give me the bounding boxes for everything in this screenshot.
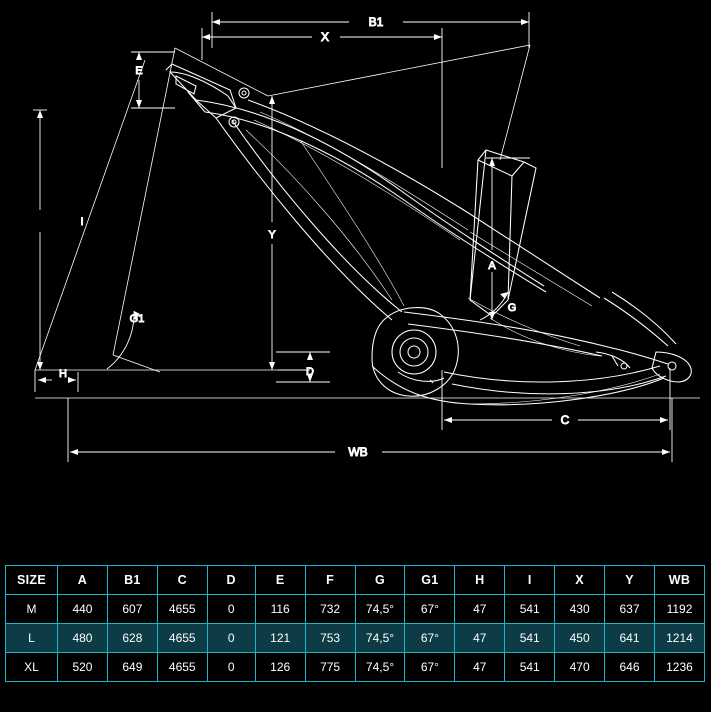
table-row xyxy=(6,624,705,653)
cell-size: L xyxy=(6,624,58,653)
frame-outline xyxy=(166,64,691,405)
cell-a: 520 xyxy=(58,653,108,682)
table-header xyxy=(6,566,705,595)
cell-g: 74,5° xyxy=(355,653,405,682)
label-g: G xyxy=(507,302,517,314)
table-row xyxy=(6,653,705,682)
cell-f: 753 xyxy=(305,624,355,653)
cell-e: 126 xyxy=(255,653,305,682)
cell-size: XL xyxy=(6,653,58,682)
col-y: Y xyxy=(605,566,655,595)
cell-b1: 649 xyxy=(107,653,157,682)
col-f: F xyxy=(305,566,355,595)
cell-f: 732 xyxy=(305,595,355,624)
cell-g1: 67° xyxy=(405,653,455,682)
dimension-g xyxy=(480,292,508,320)
cell-y: 641 xyxy=(605,624,655,653)
col-wb: WB xyxy=(654,566,704,595)
col-e: E xyxy=(255,566,305,595)
cell-c: 4655 xyxy=(157,624,207,653)
cell-f: 775 xyxy=(305,653,355,682)
cell-h: 47 xyxy=(455,624,505,653)
cell-g1: 67° xyxy=(405,624,455,653)
cell-x: 430 xyxy=(555,595,605,624)
table-body xyxy=(6,595,705,682)
label-b1: B1 xyxy=(368,15,384,29)
label-d: D xyxy=(306,366,314,378)
cell-i: 541 xyxy=(505,653,555,682)
cell-e: 121 xyxy=(255,624,305,653)
col-size: SIZE xyxy=(6,566,58,595)
cell-h: 47 xyxy=(455,595,505,624)
col-g: G xyxy=(355,566,405,595)
col-b1: B1 xyxy=(107,566,157,595)
dimension-wb xyxy=(68,398,672,462)
label-i: I xyxy=(80,216,84,228)
cell-a: 480 xyxy=(58,624,108,653)
cell-g1: 67° xyxy=(405,595,455,624)
cell-x: 470 xyxy=(555,653,605,682)
table-header-row xyxy=(6,566,705,595)
col-h: H xyxy=(455,566,505,595)
label-g1: G1 xyxy=(129,313,145,325)
cell-c: 4655 xyxy=(157,595,207,624)
label-e: E xyxy=(135,65,143,77)
label-h: H xyxy=(59,368,67,380)
cell-i: 541 xyxy=(505,624,555,653)
label-x: X xyxy=(320,30,330,44)
cell-g: 74,5° xyxy=(355,595,405,624)
col-c: C xyxy=(157,566,207,595)
cell-d: 0 xyxy=(207,653,255,682)
dimension-i xyxy=(33,110,47,370)
cell-b1: 628 xyxy=(107,624,157,653)
cell-e: 116 xyxy=(255,595,305,624)
label-y: Y xyxy=(268,229,276,241)
cell-wb: 1214 xyxy=(654,624,704,653)
cell-c: 4655 xyxy=(157,653,207,682)
cell-d: 0 xyxy=(207,595,255,624)
col-g1: G1 xyxy=(405,566,455,595)
label-wb: WB xyxy=(348,445,368,459)
col-i: I xyxy=(505,566,555,595)
cell-x: 450 xyxy=(555,624,605,653)
dimension-x xyxy=(202,28,442,168)
cell-i: 541 xyxy=(505,595,555,624)
cell-b1: 607 xyxy=(107,595,157,624)
cell-y: 637 xyxy=(605,595,655,624)
col-a: A xyxy=(58,566,108,595)
geometry-table-container xyxy=(5,565,705,682)
col-x: X xyxy=(555,566,605,595)
cell-y: 646 xyxy=(605,653,655,682)
label-a: A xyxy=(488,260,496,272)
dimension-h xyxy=(35,370,78,392)
cell-d: 0 xyxy=(207,624,255,653)
cell-size: M xyxy=(6,595,58,624)
cell-a: 440 xyxy=(58,595,108,624)
cell-wb: 1236 xyxy=(654,653,704,682)
cell-h: 47 xyxy=(455,653,505,682)
dimension-d xyxy=(276,352,330,382)
table-row xyxy=(6,595,705,624)
cell-wb: 1192 xyxy=(654,595,704,624)
frame-detail-lines xyxy=(246,112,660,404)
label-c: C xyxy=(560,413,570,427)
geometry-table xyxy=(5,565,705,682)
cell-g: 74,5° xyxy=(355,624,405,653)
col-d: D xyxy=(207,566,255,595)
